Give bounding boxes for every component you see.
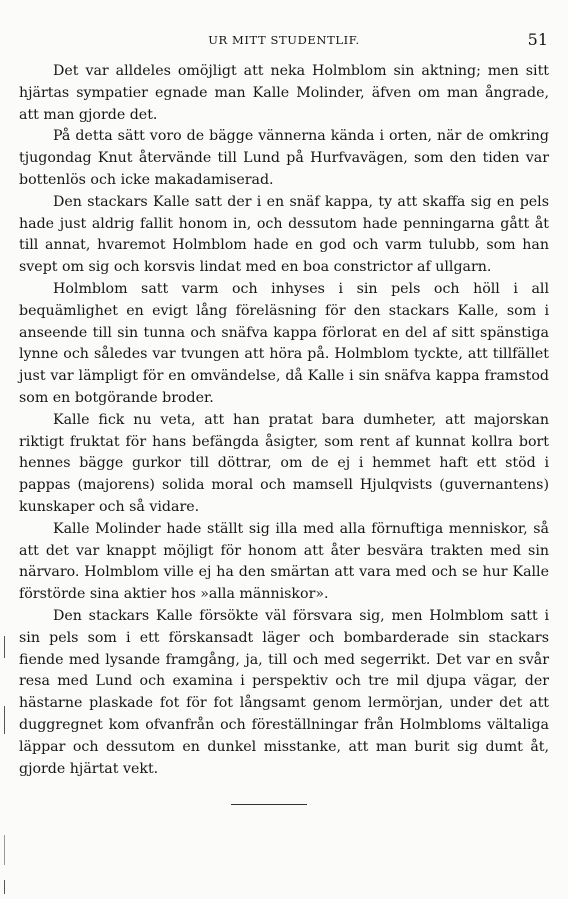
binding-edge-mark xyxy=(4,880,5,894)
binding-edge-mark xyxy=(4,835,5,865)
paragraph: Den stackars Kalle satt der i en snäf kappa, ty att skaffa sig en pels hade just aldrig fallit honom in, och dessutom hade penningarna gått åt till annat, hvaremot Holmblom hade en god och varm tulubb, som han svept om sig och korsvis lindat med en boa constrictor af ullgarn. xyxy=(19,193,549,276)
body-text xyxy=(19,61,549,780)
section-end-rule xyxy=(231,804,307,805)
paragraph: Det var alldeles omöjligt att neka Holmblom sin aktning; men sitt hjärtas sympatier egnade man Kalle Molinder, äfven om man ångrade, att man gjorde det. xyxy=(19,63,549,123)
paragraph: Kalle Molinder hade ställt sig illa med alla förnuftiga menniskor, så att det var knappt möjligt för honom att åter besvära trakten med sin närvaro. Holmblom ville ej ha den smärtan att vara med och se hur Kalle förstörde sina aktier hos »alla människor». xyxy=(19,520,549,603)
running-head: UR MITT STUDENTLIF. xyxy=(208,33,360,47)
paragraph: Den stackars Kalle försökte väl försvara sig, men Holmblom satt i sin pels som i ett förskansadt läger och bombarderade sin stackars fiende med lysande framgång, ja, till och med segerrikt. Det var en svår resa med Lund och examina i perspektiv och tre mil djupa vägar, der hästarne plaskade fot för fot långsamt genom lermörjan, under det att duggregnet kom ofvanfrån och föreställningar från Holmbloms vältaliga läppar och dessutom en dunkel misstanke, att man burit sig dumt åt, gjorde hjärtat vekt. xyxy=(19,607,549,777)
paragraph: Kalle fick nu veta, att han pratat bara dumheter, att majorskan riktigt fruktat för hans befängda åsigter, som rent af kunnat kollra bort hennes bägge gurkor till döttrar, om de ej i hemmet haft ett stöd i pappas (majorens) solida moral och mamsell Hjulqvists (guvernantens) kunskaper och så vidare. xyxy=(19,411,549,515)
page-header xyxy=(18,30,550,52)
binding-edge-mark xyxy=(4,706,5,734)
paragraph: Holmblom satt varm och inhyses i sin pels och höll i all bequämlighet en evigt lång föreläsning för den stackars Kalle, som i anseende till sin tunna och snäfva kappa förlorat en del af sitt spänstiga lynne och således var tvungen att höra på. Holmblom tyckte, att tillfället just var lämpligt för en omvändelse, då Kalle i sin snäfva kappa framstod som en botgörande broder. xyxy=(19,280,549,406)
paragraph: På detta sätt voro de bägge vännerna kända i orten, när de omkring tjugondag Knut återvände till Lund på Hurfvavägen, som den tiden var bottenlös och icke makadamiserad. xyxy=(19,128,549,188)
page-number: 51 xyxy=(527,30,548,49)
binding-edge-mark xyxy=(4,636,5,658)
